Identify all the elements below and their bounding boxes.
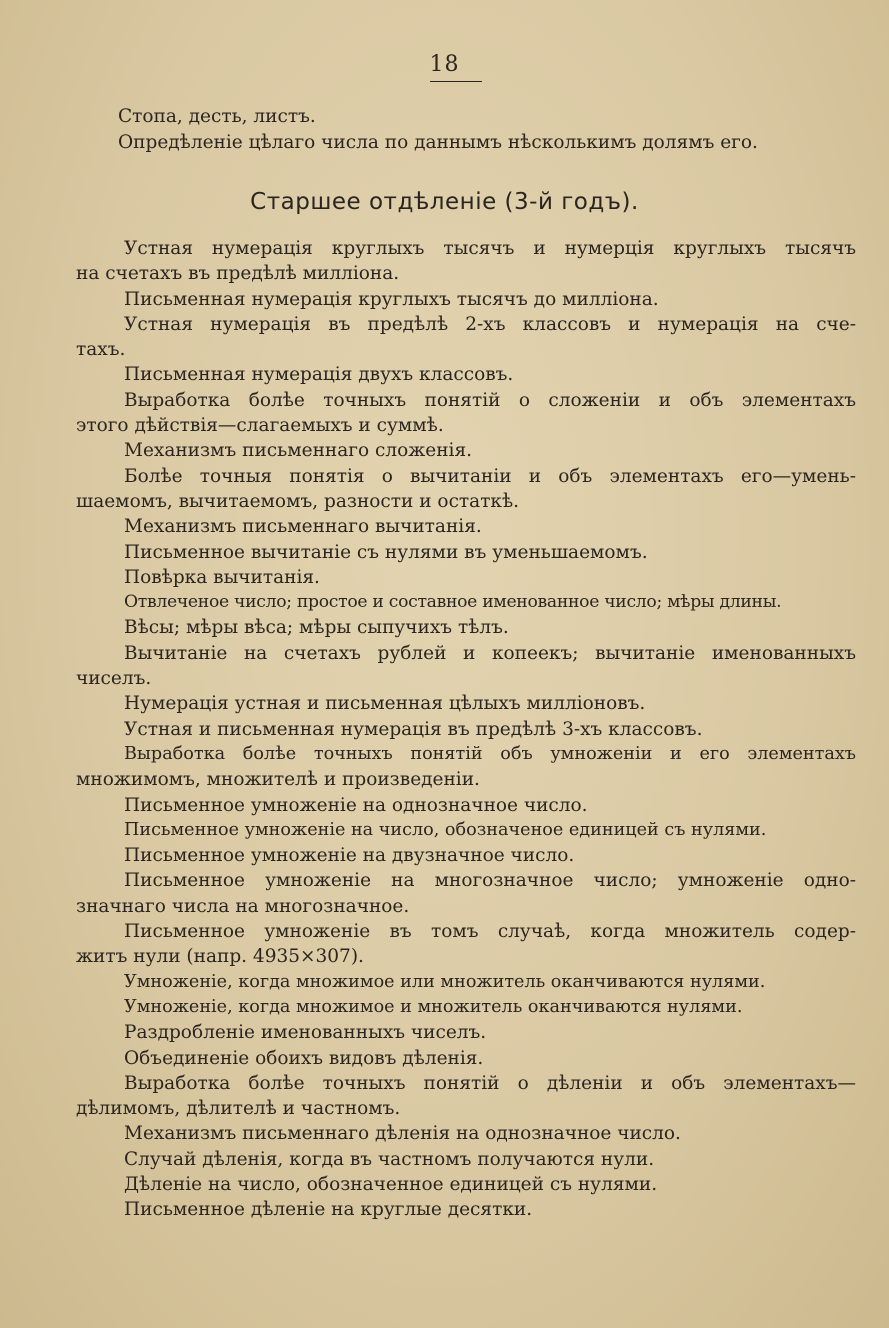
text-line: Письменная нумерація двухъ классовъ. (124, 364, 514, 386)
text-line: Стопа, десть, листъ. (118, 106, 316, 127)
text-line: Нумерація устная и письменная цѣлыхъ милліоновъ. (124, 693, 646, 715)
text-line: тахъ. (76, 339, 126, 361)
text-line: Устная нумерація круглыхъ тысячъ и нумерція круглыхъ тысячъ (124, 238, 856, 259)
text-line: Вычитаніе на счетахъ рублей и копеекъ; вычитаніе именованныхъ (124, 642, 856, 664)
text-line: житъ нули (напр. 4935×307). (76, 946, 364, 968)
text-line: значнаго числа на многозначное. (76, 895, 410, 917)
text-line: Умноженіе, когда множимое или множитель оканчиваются нулями. (124, 971, 766, 992)
text-line: Умноженіе, когда множимое и множитель оканчиваются нулями. (124, 996, 743, 1017)
curriculum-list (76, 236, 856, 1223)
text-line: Механизмъ письменнаго вычитанія. (124, 516, 482, 538)
section-title: Старшее отдѣленіе (3-й годъ). (250, 189, 639, 215)
text-line: Выработка болѣе точныхъ понятій о сложеніи и объ элементахъ (124, 389, 856, 411)
page-number: 18 (429, 52, 460, 77)
text-line: Выработка болѣе точныхъ понятій о дѣленіи и объ элементахъ— (124, 1072, 856, 1094)
text-line: Письменное умноженіе въ томъ случаѣ, когда множитель содер- (124, 921, 856, 943)
text-line: этого дѣйствія—слагаемыхъ и суммѣ. (76, 415, 444, 437)
text-line: чиселъ. (76, 668, 152, 690)
text-line: Письменное вычитаніе съ нулями въ уменьшаемомъ. (124, 541, 648, 563)
text-line: Вѣсы; мѣры вѣса; мѣры сыпучихъ тѣлъ. (124, 617, 509, 639)
text-line: Письменное умноженіе на число, обозначеное единицей съ нулями. (124, 819, 767, 840)
text-line: Повѣрка вычитанія. (124, 566, 320, 588)
text-line: Механизмъ письменнаго дѣленія на однозначное число. (124, 1123, 681, 1145)
text-line: Письменное умноженіе на однозначное число. (124, 794, 588, 816)
text-line: Болѣе точныя понятія о вычитаніи и объ элементахъ его—умень- (124, 465, 856, 487)
text-line: Отвлеченое число; простое и составное именованное число; мѣры длины. (124, 592, 782, 613)
text-line: шаемомъ, вычитаемомъ, разности и остаткѣ. (76, 490, 520, 512)
text-line: Опредѣленіе цѣлаго числа по даннымъ нѣсколькимъ долямъ его. (118, 132, 758, 153)
text-line: Письменное дѣленіе на круглые десятки. (124, 1199, 533, 1221)
text-line: дѣлимомъ, дѣлителѣ и частномъ. (76, 1098, 401, 1120)
text-line: Устная и письменная нумерація въ предѣлѣ 3-хъ классовъ. (124, 718, 703, 740)
text-line: Дѣленіе на число, обозначенное единицей съ нулями. (124, 1173, 658, 1195)
text-line: множимомъ, множителѣ и произведеніи. (76, 769, 480, 791)
text-line: Письменное умноженіе на двузначное число. (124, 845, 575, 867)
intro-block (118, 104, 838, 156)
text-line: Механизмъ письменнаго сложенія. (124, 440, 472, 462)
text-line: Объединеніе обоихъ видовъ дѣленія. (124, 1047, 484, 1069)
text-line: Письменная нумерація круглыхъ тысячъ до милліона. (124, 288, 659, 310)
text-line: Случай дѣленія, когда въ частномъ получаются нули. (124, 1148, 655, 1170)
text-line: Устная нумерація въ предѣлѣ 2-хъ классовъ и нумерація на сче- (124, 313, 856, 335)
text-line: Раздробленіе именованныхъ чиселъ. (124, 1022, 487, 1044)
page-number-underline (430, 81, 482, 82)
text-line: на счетахъ въ предѣлѣ милліона. (76, 263, 400, 285)
text-line: Письменное умноженіе на многозначное число; умноженіе одно- (124, 870, 856, 892)
text-line: Выработка болѣе точныхъ понятій объ умноженіи и его элементахъ (124, 743, 856, 764)
